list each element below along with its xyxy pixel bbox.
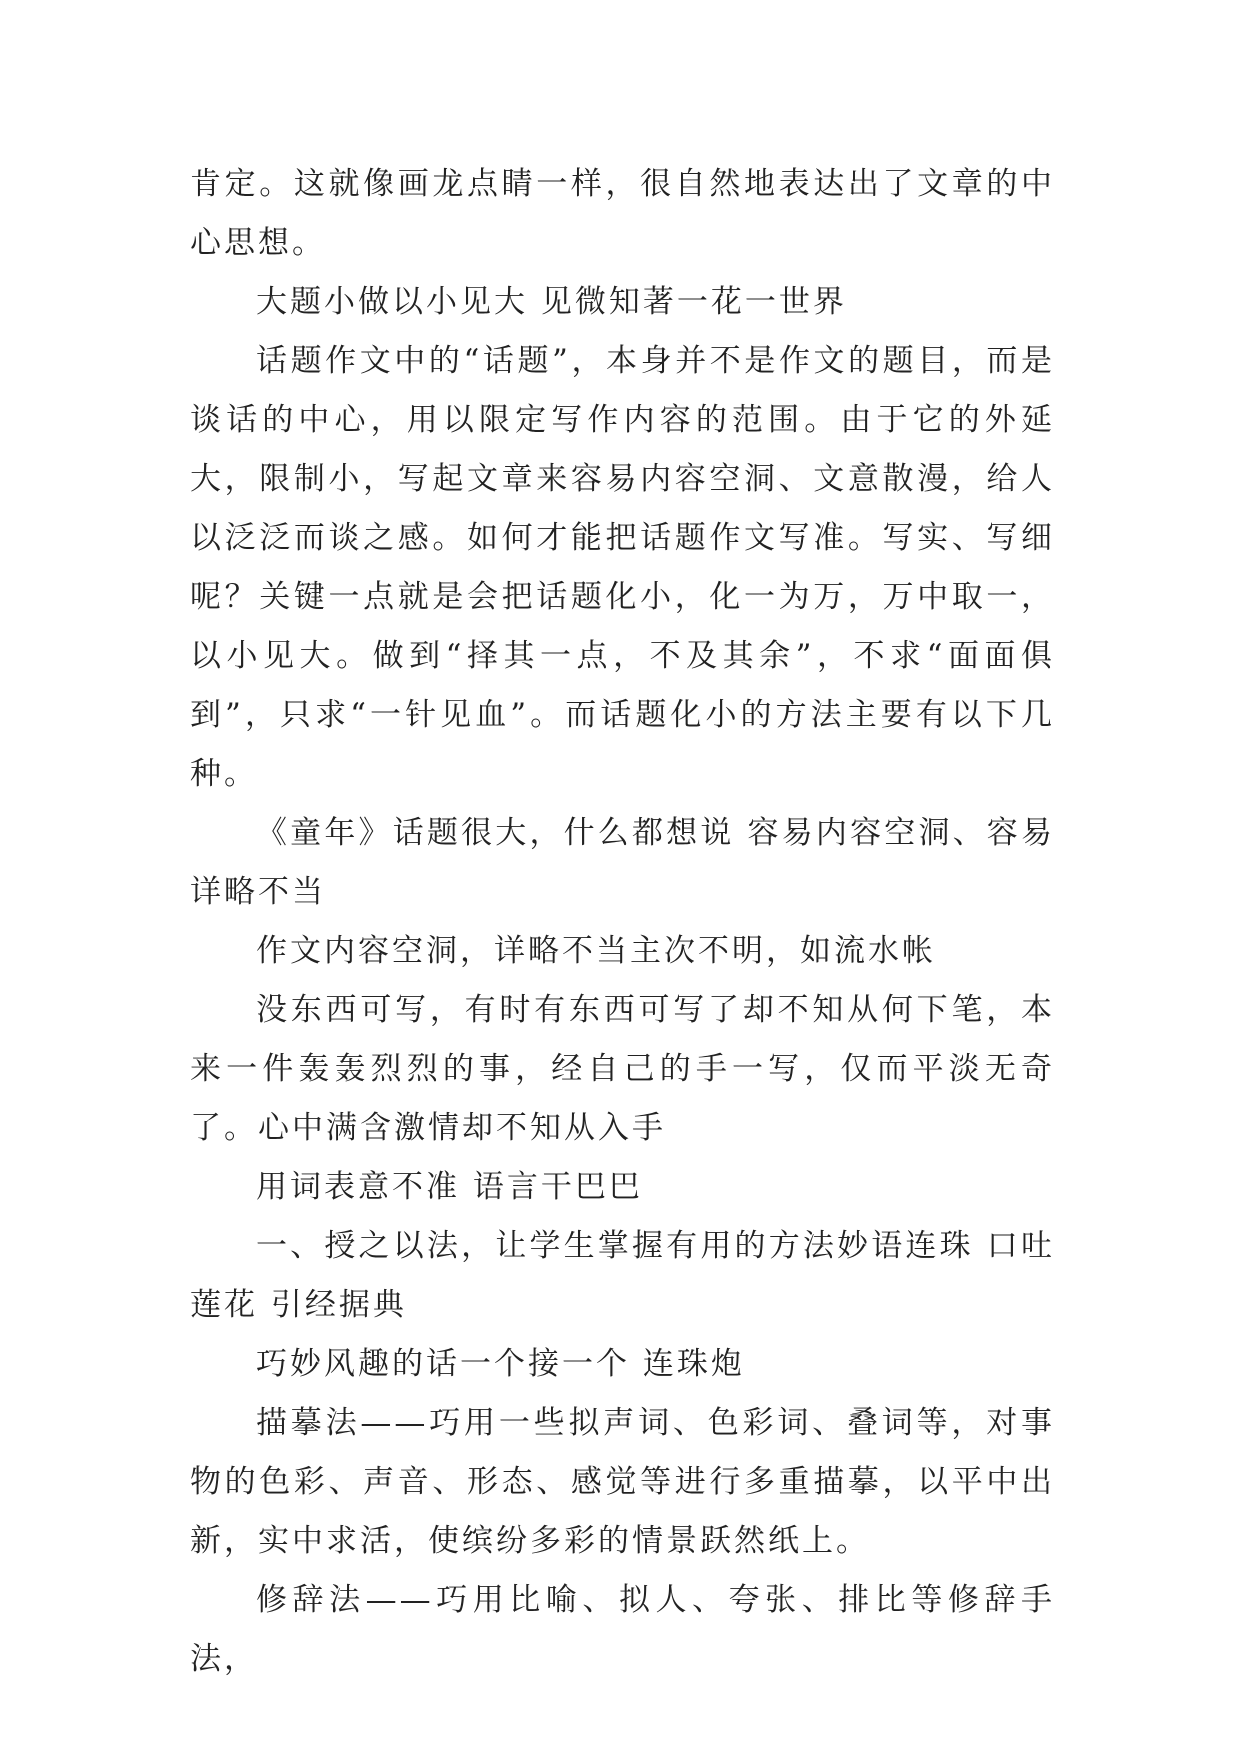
paragraph-method-heading: 一、授之以法，让学生掌握有用的方法妙语连珠 口吐莲花 引经据典: [190, 1228, 1055, 1323]
paragraph-heading-big-topic: 大题小做以小见大 见微知著一花一世界: [256, 284, 847, 320]
paragraph-description-method: 描摹法——巧用一些拟声词、色彩词、叠词等，对事物的色彩、声音、形态、感觉等进行多重描摹，以平中出新，实中求活，使缤纷多彩的情景跃然纸上。: [190, 1405, 1055, 1559]
paragraph-nothing-to-write: 没东西可写，有时有东西可写了却不知从何下笔，本来一件轰轰烈烈的事，经自己的手一写，仅而平淡无奇了。心中满含激情却不知从入手: [190, 992, 1055, 1146]
paragraph-wording: 用词表意不准 语言干巴巴: [256, 1169, 643, 1205]
paragraph-topic-essay: 话题作文中的“话题”，本身并不是作文的题目，而是谈话的中心，用以限定写作内容的范围。由于它的外延大，限制小，写起文章来容易内容空洞、文意散漫，给人以泛泛而谈之感。如何才能把话题作文写准。写实、写细呢？关键一点就是会把话题化小，化一为万，万中取一，以小见大。做到“择其一点，不及其余”，不求“面面俱到”，只求“一针见血”。而话题化小的方法主要有以下几种。: [190, 343, 1055, 792]
paragraph-childhood-example: 《童年》话题很大，什么都想说 容易内容空洞、容易详略不当: [190, 815, 1055, 910]
paragraph-rhetoric-method: 修辞法——巧用比喻、拟人、夸张、排比等修辞手法，: [190, 1582, 1055, 1677]
paragraph-empty-content: 作文内容空洞，详略不当主次不明，如流水帐: [256, 933, 936, 969]
paragraph-witty-words: 巧妙风趣的话一个接一个 连珠炮: [256, 1346, 745, 1382]
document-body: [190, 155, 1055, 1689]
paragraph-continuation: 肯定。这就像画龙点睛一样，很自然地表达出了文章的中心思想。: [190, 166, 1055, 261]
